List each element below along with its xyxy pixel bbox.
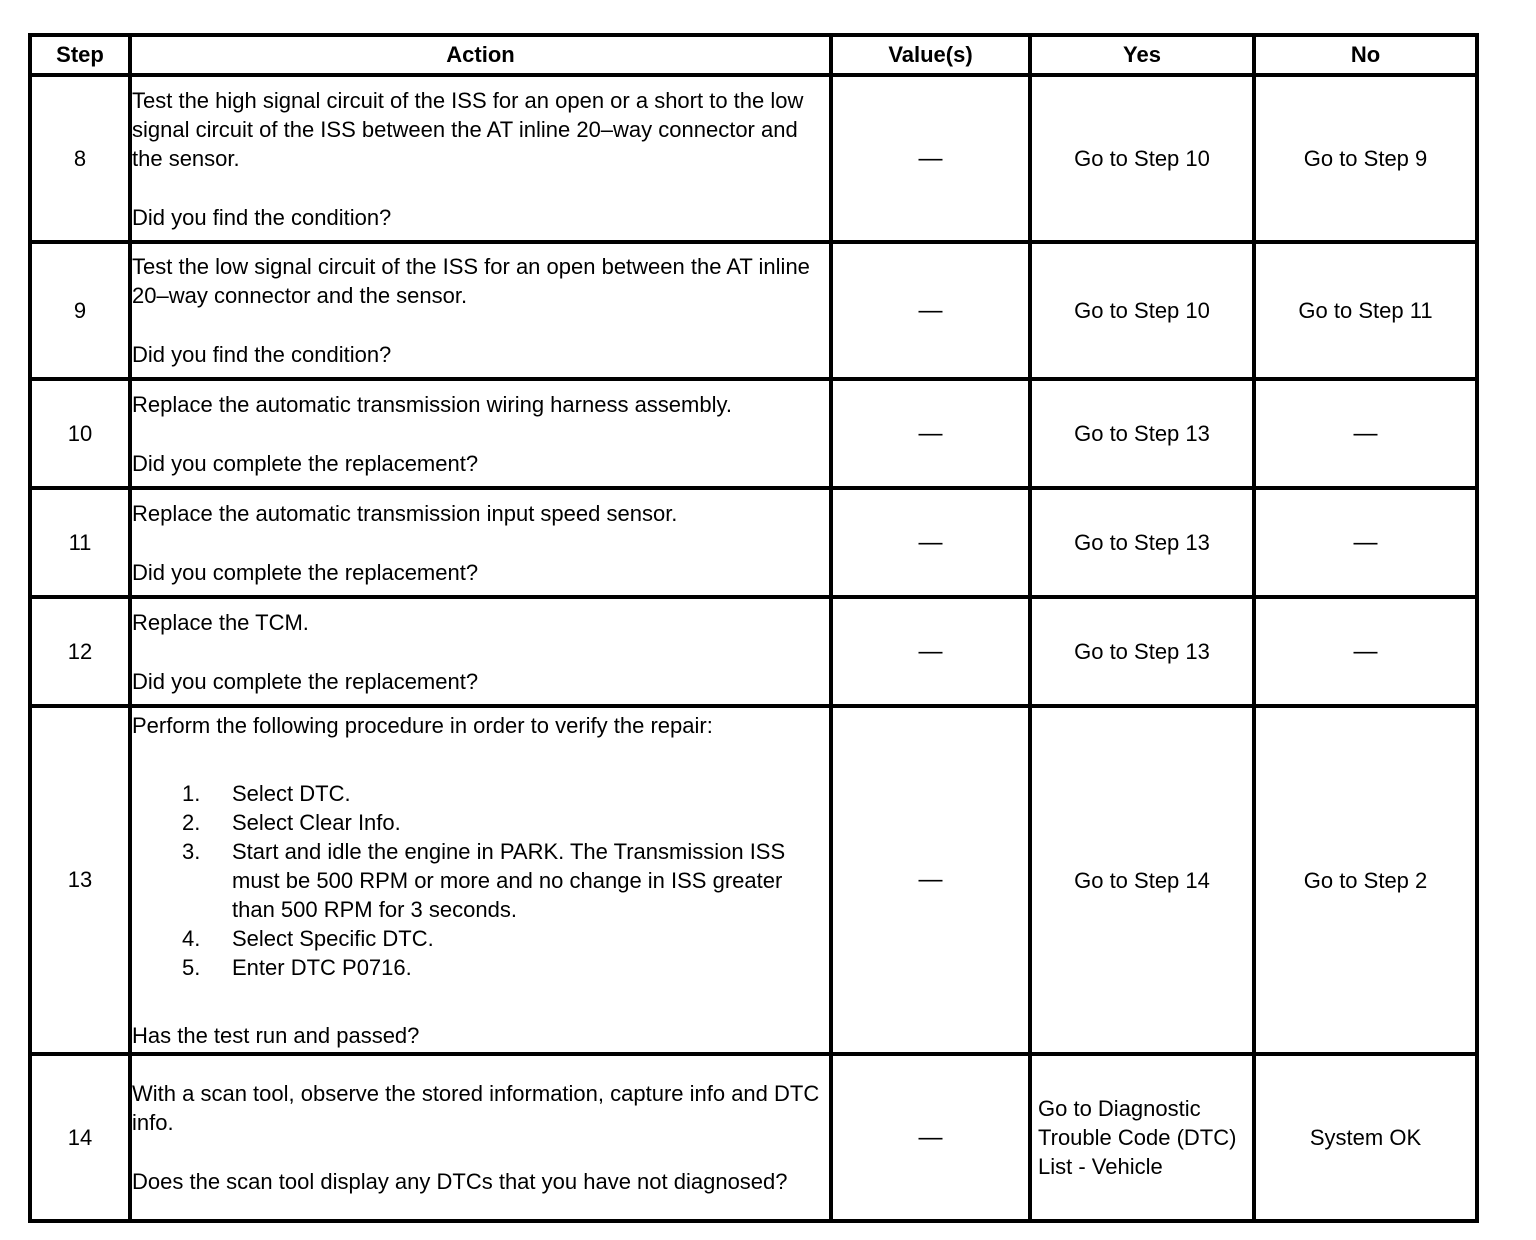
table-row	[30, 75, 1477, 242]
list-item: 4. Select Specific DTC.	[182, 925, 434, 951]
action-cell	[130, 706, 831, 1054]
no-cell: Go to Step 11	[1254, 242, 1477, 379]
value-cell: —	[831, 1054, 1030, 1221]
list-item: 5. Enter DTC P0716.	[182, 954, 412, 980]
step-number: 8	[30, 75, 130, 242]
step-number: 13	[30, 706, 130, 1054]
action-description: Test the high signal circuit of the ISS for an open or a short to the low signal circuit of the ISS between the AT inline 20–way connector and the sensor.	[132, 87, 804, 171]
list-item: 2. Select Clear Info.	[182, 809, 401, 835]
no-cell: —	[1254, 379, 1477, 488]
no-cell: —	[1254, 488, 1477, 597]
no-cell: —	[1254, 597, 1477, 706]
action-cell	[130, 379, 831, 488]
action-question: Has the test run and passed?	[132, 1022, 420, 1048]
table-row	[30, 379, 1477, 488]
action-cell	[130, 597, 831, 706]
yes-cell: Go to Step 13	[1030, 488, 1254, 597]
action-description: Perform the following procedure in order to verify the repair:	[132, 712, 713, 738]
action-description: Replace the automatic transmission wiring harness assembly.	[132, 391, 732, 417]
header-yes: Yes	[1030, 35, 1254, 75]
action-question: Did you find the condition?	[132, 342, 392, 367]
step-number: 9	[30, 242, 130, 379]
yes-cell: Go to Step 13	[1030, 379, 1254, 488]
no-cell: Go to Step 2	[1254, 706, 1477, 1054]
list-item: 3. Start and idle the engine in PARK. The Transmission ISS must be 500 RPM or more and no change in ISS greater than 500 RPM for 3 seconds.	[182, 838, 786, 922]
header-row	[30, 35, 1477, 75]
action-cell	[130, 1054, 831, 1221]
step-number: 11	[30, 488, 130, 597]
action-cell	[130, 75, 831, 242]
step-number: 10	[30, 379, 130, 488]
action-description: With a scan tool, observe the stored information, capture info and DTC info.	[132, 1081, 820, 1135]
action-question: Did you complete the replacement?	[132, 450, 479, 476]
header-no: No	[1254, 35, 1477, 75]
action-description: Replace the automatic transmission input speed sensor.	[132, 500, 678, 526]
value-cell: —	[831, 488, 1030, 597]
header-values: Value(s)	[831, 35, 1030, 75]
value-cell: —	[831, 242, 1030, 379]
yes-cell: Go to Step 14	[1030, 706, 1254, 1054]
header-step: Step	[30, 35, 130, 75]
action-question: Did you find the condition?	[132, 204, 392, 230]
table-row	[30, 488, 1477, 597]
diagnostic-table	[28, 33, 1479, 1223]
header-action: Action	[130, 35, 831, 75]
no-cell: System OK	[1254, 1054, 1477, 1221]
list-item: 1. Select DTC.	[182, 780, 351, 806]
step-number: 14	[30, 1054, 130, 1221]
action-question: Did you complete the replacement?	[132, 559, 479, 585]
yes-cell: Go to Step 10	[1030, 75, 1254, 242]
action-description: Test the low signal circuit of the ISS for an open between the AT inline 20–way connector and the sensor.	[132, 254, 810, 308]
action-question: Did you complete the replacement?	[132, 668, 479, 694]
action-cell	[130, 488, 831, 597]
diagnostic-table-container	[28, 33, 1479, 1223]
action-question: Does the scan tool display any DTCs that you have not diagnosed?	[132, 1169, 788, 1194]
yes-cell: Go to Step 10	[1030, 242, 1254, 379]
value-cell: —	[831, 379, 1030, 488]
action-cell	[130, 242, 831, 379]
table-row	[30, 706, 1477, 1054]
table-row	[30, 597, 1477, 706]
table-row	[30, 1054, 1477, 1221]
yes-cell: Go to Step 13	[1030, 597, 1254, 706]
yes-cell: Go to Diagnostic Trouble Code (DTC) List - Vehicle	[1030, 1054, 1254, 1221]
table-row	[30, 242, 1477, 379]
value-cell: —	[831, 75, 1030, 242]
no-cell: Go to Step 9	[1254, 75, 1477, 242]
value-cell: —	[831, 597, 1030, 706]
step-number: 12	[30, 597, 130, 706]
procedure-list	[132, 779, 829, 982]
action-description: Replace the TCM.	[132, 609, 309, 635]
value-cell: —	[831, 706, 1030, 1054]
